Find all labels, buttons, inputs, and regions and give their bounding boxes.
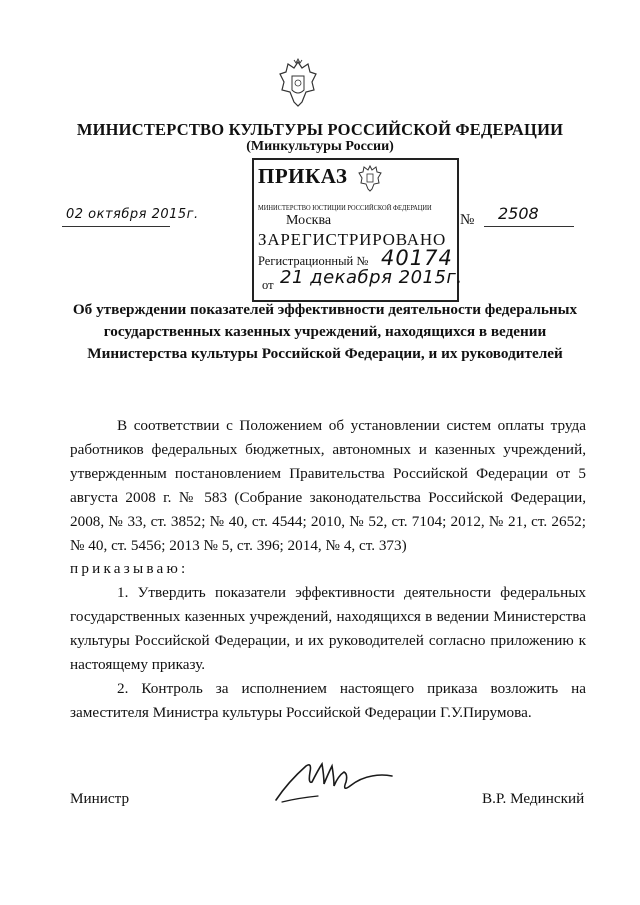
stamp-title: ПРИКАЗ [258,164,348,188]
preamble-paragraph: В соответствии с Положением об установлении систем оплаты труда работников федеральных бюджетных, автономных и казенных учреждений, утвержденным постановлением Правительства Российской Федерации от 5 августа 2008 г. № 583 (Собрание законодательства Российской Федерации, 2008, № 33, ст. 3852; № 40, ст. 4544; 2010, № 52, ст. 7104; 2012, № 21, ст. 2652; № 40, ст. 5456; 2013 № 5, ст. 396; 2014, № 4, ст. 373) [70,417,586,554]
order-body [70,414,586,725]
stamp-registration-number-value: 40174 [381,246,453,270]
order-date-handwritten: 02 октября 2015г. [66,207,199,222]
stamp-registration-number-label: Регистрационный № [258,254,369,268]
stamp-eagle-icon [357,163,383,193]
date-underline [62,226,170,227]
stamp-date-label: от [262,278,274,292]
item-1-paragraph: 1. Утвердить показатели эффективности деятельности федеральных государственных казенных учреждений, находящихся в ведении Министерства культуры Российской Федерации, и их руководителей согласно приложению к настоящему приказу. [70,584,586,674]
stamp-city: Москва [286,213,332,228]
coat-of-arms-icon [278,58,318,110]
signatory-name: В.Р. Мединский [482,790,585,807]
order-word: приказываю: [70,560,189,578]
handwritten-signature [268,752,398,812]
ministry-name: МИНИСТЕРСТВО КУЛЬТУРЫ РОССИЙСКОЙ ФЕДЕРАЦИИ [76,120,564,139]
stamp-date-value: 21 декабря 2015г. [280,267,463,288]
item-2-paragraph: 2. Контроль за исполнением настоящего приказа возложить на заместителя Министра культуры Российской Федерации Г.У.Пирумова. [70,679,586,721]
order-title: Об утверждении показателей эффективности деятельности федеральных государственных казенных учреждений, находящихся в ведении Министерства культуры Российской Федерации, и их руководителей [72,301,578,362]
stamp-registered-label: ЗАРЕГИСТРИРОВАНО [258,230,447,249]
signatory-role: Министр [70,790,130,807]
order-number-label: № [460,212,475,228]
number-underline [484,226,574,227]
order-word-paragraph [70,557,586,581]
stamp-ministry-name: МИНИСТЕРСТВО ЮСТИЦИИ РОССИЙСКОЙ ФЕДЕРАЦИИ [258,204,432,212]
order-number-handwritten: 2508 [498,204,539,223]
ministry-short-name: (Минкультуры России) [246,139,394,154]
